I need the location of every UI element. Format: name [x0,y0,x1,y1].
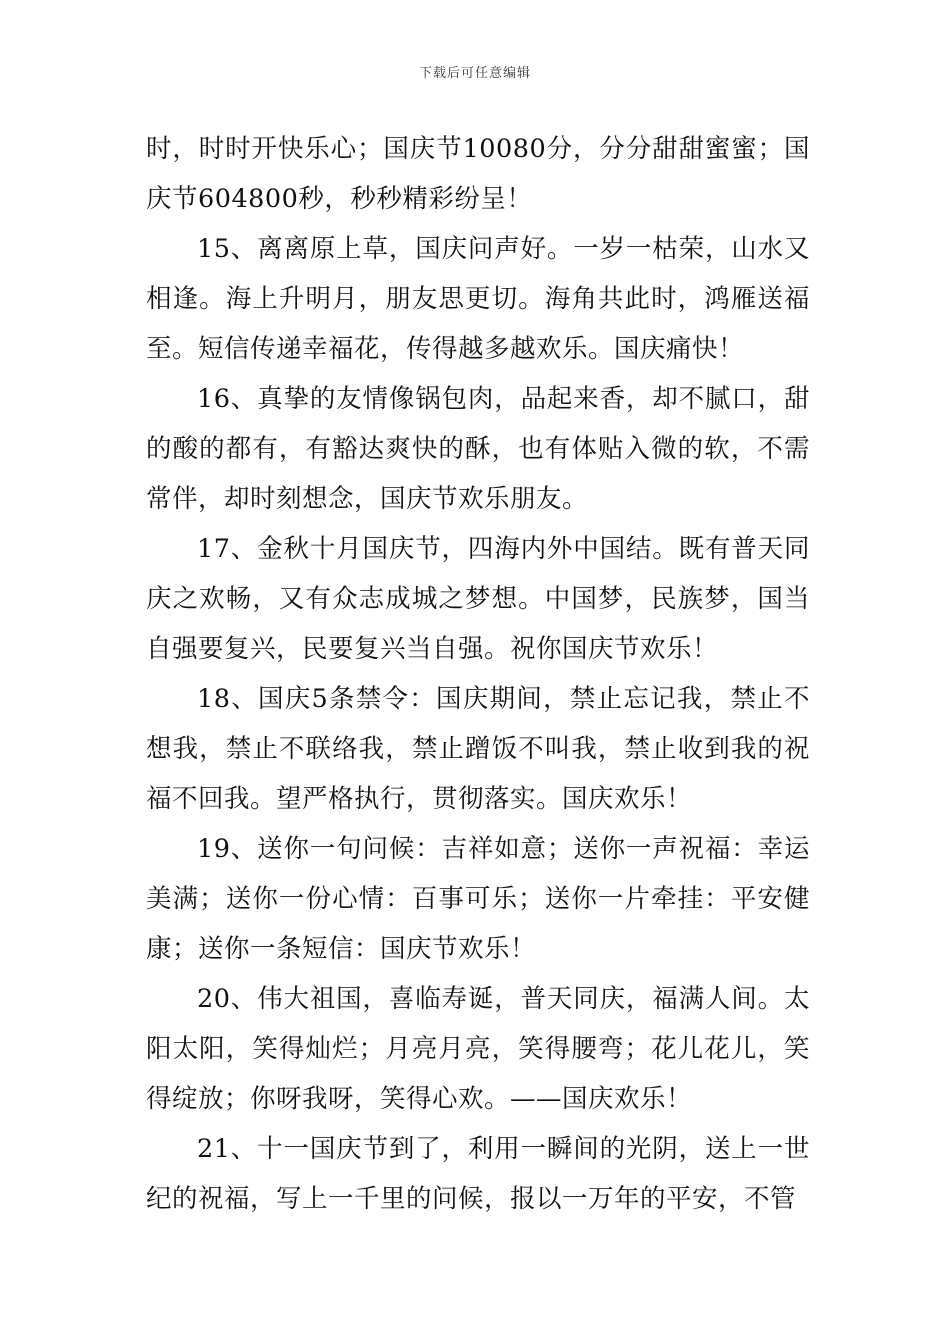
paragraph-item-19: 19、送你一句问候：吉祥如意；送你一声祝福：幸运美满；送你一份心情：百事可乐；送你一片牵挂：平安健康；送你一条短信：国庆节欢乐！ [146,834,810,964]
paragraph-item-16: 16、真挚的友情像锅包肉，品起来香，却不腻口，甜的酸的都有，有豁达爽快的酥，也有体贴入微的软，不需常伴，却时刻想念，国庆节欢乐朋友。 [146,384,810,514]
paragraph-continuation: 时，时时开快乐心；国庆节10080分，分分甜甜蜜蜜；国庆节604800秒，秒秒精彩纷呈！ [146,134,810,214]
page-header: 下载后可任意编辑 [418,66,531,81]
paragraph-item-17: 17、金秋十月国庆节，四海内外中国结。既有普天同庆之欢畅，又有众志成城之梦想。中国梦，民族梦，国当自强要复兴，民要复兴当自强。祝你国庆节欢乐！ [146,534,810,664]
paragraph-item-20: 20、伟大祖国，喜临寿诞，普天同庆，福满人间。太阳太阳，笑得灿烂；月亮月亮，笑得腰弯；花儿花儿，笑得绽放；你呀我呀，笑得心欢。——国庆欢乐！ [146,984,810,1114]
paragraph-item-18: 18、国庆5条禁令：国庆期间，禁止忘记我，禁止不想我，禁止不联络我，禁止蹭饭不叫我，禁止收到我的祝福不回我。望严格执行，贯彻落实。国庆欢乐！ [146,684,810,814]
document-body [146,124,810,1224]
paragraph-item-15: 15、离离原上草，国庆问声好。一岁一枯荣，山水又相逢。海上升明月，朋友思更切。海角共此时，鸿雁送福至。短信传递幸福花，传得越多越欢乐。国庆痛快！ [146,234,810,364]
paragraph-item-21: 21、十一国庆节到了，利用一瞬间的光阴，送上一世纪的祝福，写上一千里的问候，报以一万年的平安，不管 [146,1134,810,1214]
